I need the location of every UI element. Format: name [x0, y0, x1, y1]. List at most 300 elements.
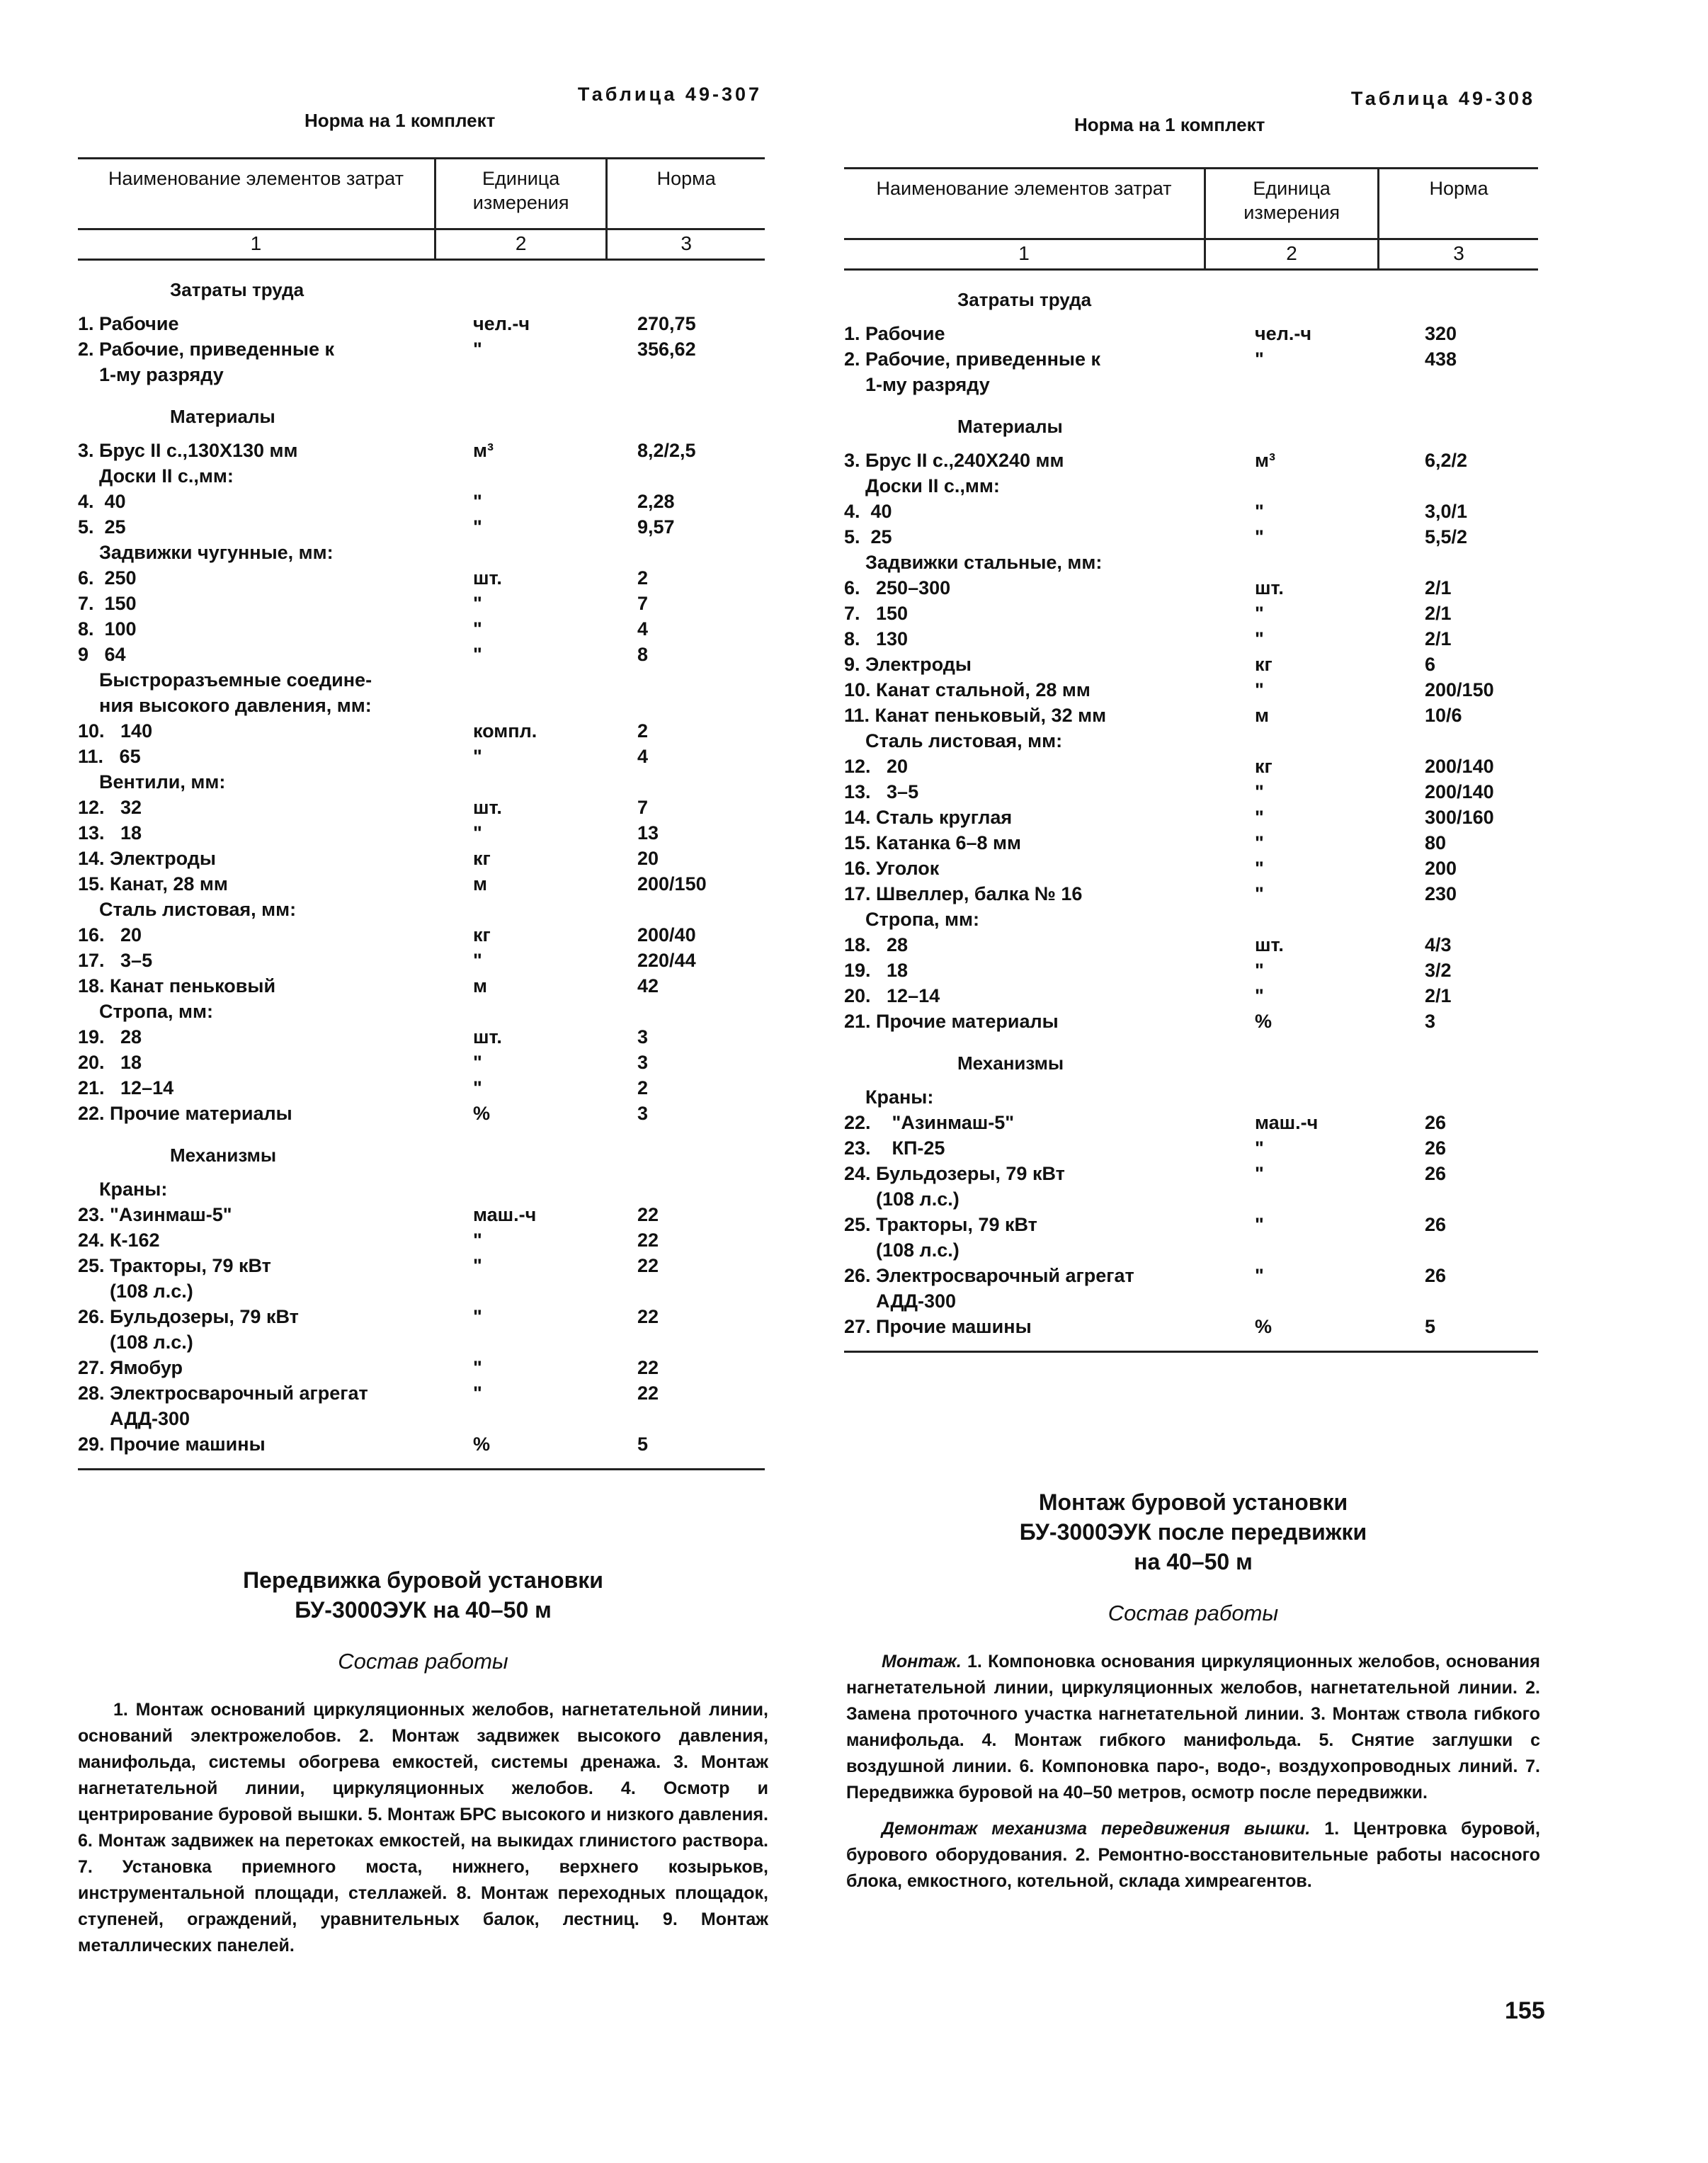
table-row	[844, 448, 1538, 473]
table-row	[844, 321, 1538, 346]
row-unit: "	[473, 1383, 482, 1404]
row-name: 9 64	[78, 644, 126, 665]
row-value: 6	[1425, 654, 1436, 675]
row-unit: шт.	[1255, 577, 1284, 598]
table-row	[844, 754, 1538, 779]
row-name: 17. Швеллер, балка № 16	[844, 883, 1083, 904]
row-value: 26	[1425, 1265, 1447, 1286]
row-value: 3	[637, 1026, 649, 1048]
work-paragraph: 1. Монтаж оснований циркуляционных желобов, нагнетательной линии, оснований электрожелобов. 2. Монтаж задвижек высокого давления, манифольда, системы обогрева емкостей, системы дренажа. 3. Монтаж нагнетательной линии, циркуляционных желобов. 4. Осмотр и центрирование буровой вышки. 5. Монтаж БРС высокого и низкого давления. 6. Монтаж задвижек на перетоках емкостей, на выкидах глинистого раствора. 7. Установка приемного моста, нижнего, верхнего козырьков, инструментальной площади, стеллажей. 8. Монтаж переходных площадок, ступеней, ограждений, уравнительных балок, лестниц. 9. Монтаж металлических панелей.	[78, 1700, 768, 1955]
section-title-line: Монтаж буровой установки	[1038, 1489, 1348, 1515]
row-value	[1340, 550, 1538, 575]
row-value: 2/1	[1425, 577, 1452, 598]
table-header	[78, 157, 765, 261]
row-unit: "	[1255, 1137, 1264, 1159]
row-unit: кг	[1255, 654, 1273, 675]
row-unit: "	[473, 339, 482, 360]
row-value: 7	[637, 797, 649, 818]
row-name: 5. 25	[78, 516, 126, 538]
table-row	[844, 830, 1538, 856]
row-value	[559, 540, 765, 565]
row-name: 12. 32	[78, 797, 142, 818]
page-number: 155	[1505, 1997, 1545, 2024]
table-row	[78, 1176, 765, 1202]
row-name: 22. Прочие материалы	[78, 1103, 292, 1124]
row-name: 9. Электроды	[844, 654, 972, 675]
row-value: 200/140	[1425, 781, 1494, 802]
table-row	[78, 336, 765, 387]
row-name: 11. Канат пеньковый, 32 мм	[844, 705, 1107, 726]
row-value: 2	[637, 1077, 649, 1098]
row-name: 27. Прочие машины	[844, 1316, 1032, 1337]
row-name: 25. Тракторы, 79 кВт (108 л.с.)	[844, 1214, 1037, 1261]
table-row	[844, 805, 1538, 830]
section-title-line: БУ-3000ЭУК на 40–50 м	[295, 1597, 552, 1623]
table-row	[844, 983, 1538, 1009]
row-unit: "	[1255, 628, 1264, 649]
row-unit: "	[473, 1255, 482, 1276]
row-value	[1340, 728, 1538, 754]
row-unit	[453, 1176, 559, 1202]
table-row	[78, 489, 765, 514]
col-number: 2	[435, 229, 607, 260]
row-unit: "	[1255, 603, 1264, 624]
table-row	[78, 795, 765, 820]
row-name: 3. Брус II с.,130X130 мм	[78, 440, 298, 461]
row-value	[559, 667, 765, 718]
table-row	[78, 922, 765, 948]
row-value: 2	[637, 720, 649, 742]
table-row	[844, 524, 1538, 550]
row-name: Сталь листовая, мм:	[78, 899, 297, 920]
row-unit: "	[473, 1052, 482, 1073]
row-value: 22	[637, 1306, 659, 1327]
row-name: 20. 12–14	[844, 985, 940, 1006]
col-number: 3	[607, 229, 765, 260]
row-value: 2/1	[1425, 985, 1452, 1006]
header-unit: Единица измерения	[435, 159, 607, 229]
col-number: 2	[1205, 239, 1379, 270]
table-row	[78, 1202, 765, 1227]
row-name: 27. Ямобур	[78, 1357, 183, 1378]
table-row	[844, 1009, 1538, 1034]
row-value: 6,2/2	[1425, 450, 1468, 471]
table-row	[78, 1380, 765, 1431]
table-row	[78, 718, 765, 744]
row-name: 10. 140	[78, 720, 153, 742]
col-number: 3	[1379, 239, 1538, 270]
table-row	[844, 779, 1538, 805]
row-value: 320	[1425, 323, 1457, 344]
row-name: Задвижки стальные, мм:	[844, 552, 1103, 573]
row-unit: "	[473, 746, 482, 767]
row-name: 19. 18	[844, 960, 909, 981]
work-paragraph	[846, 1816, 1540, 1895]
row-unit	[1226, 550, 1340, 575]
row-value: 220/44	[637, 950, 696, 971]
header-norm: Норма	[607, 159, 765, 229]
table-row	[844, 1314, 1538, 1339]
row-unit: компл.	[473, 720, 537, 742]
row-unit: "	[1255, 858, 1264, 879]
row-unit: "	[1255, 985, 1264, 1006]
table-body	[78, 279, 765, 1457]
row-value: 8,2/2,5	[637, 440, 696, 461]
section-title	[78, 1565, 768, 1625]
col-number: 1	[844, 239, 1205, 270]
table-row	[78, 667, 765, 718]
row-unit	[453, 999, 559, 1024]
row-unit	[453, 769, 559, 795]
row-name: 2. Рабочие, приведенные к 1-му разряду	[78, 339, 334, 385]
row-name: 20. 18	[78, 1052, 142, 1073]
row-name: 11. 65	[78, 746, 141, 767]
row-name: 22. "Азинмаш-5"	[844, 1112, 1015, 1133]
row-name: 17. 3–5	[78, 950, 153, 971]
table-bottom-rule	[78, 1468, 765, 1470]
row-unit	[453, 540, 559, 565]
table-row	[844, 1110, 1538, 1135]
row-value: 42	[637, 975, 659, 997]
row-unit: "	[1255, 1214, 1264, 1235]
row-name: 18. Канат пеньковый	[78, 975, 276, 997]
row-value: 2/1	[1425, 628, 1452, 649]
row-unit: шт.	[473, 567, 502, 589]
row-unit	[1226, 907, 1340, 932]
row-name: Краны:	[844, 1086, 934, 1108]
row-name: 14. Электроды	[78, 848, 216, 869]
table-row	[78, 999, 765, 1024]
table-row	[78, 642, 765, 667]
row-name: Задвижки чугунные, мм:	[78, 542, 334, 563]
col-number: 1	[78, 229, 435, 260]
work-description	[846, 1649, 1540, 1895]
table-row	[844, 652, 1538, 677]
work-description	[78, 1697, 768, 1959]
row-name: Сталь листовая, мм:	[844, 730, 1063, 751]
row-unit	[1226, 1084, 1340, 1110]
row-name: 1. Рабочие	[78, 313, 179, 334]
row-value: 2,28	[637, 491, 675, 512]
table-row	[78, 744, 765, 769]
row-value	[559, 1176, 765, 1202]
row-value: 5,5/2	[1425, 526, 1468, 547]
table-bottom-rule	[844, 1351, 1538, 1353]
row-value	[1340, 907, 1538, 932]
row-value	[559, 897, 765, 922]
row-unit: "	[1255, 1163, 1264, 1184]
table-row	[78, 1024, 765, 1050]
table-section-title: Материалы	[957, 416, 1063, 437]
table-section-title: Затраты труда	[170, 279, 304, 300]
row-name: 6. 250–300	[844, 577, 951, 598]
row-value: 3,0/1	[1425, 501, 1468, 522]
row-unit: "	[473, 1306, 482, 1327]
row-value: 3	[1425, 1011, 1436, 1032]
table-body	[844, 289, 1538, 1339]
row-name: 8. 130	[844, 628, 909, 649]
row-unit: "	[473, 950, 482, 971]
section-title-line: БУ-3000ЭУК после передвижки	[1019, 1519, 1367, 1545]
row-value: 10/6	[1425, 705, 1462, 726]
row-value: 356,62	[637, 339, 696, 360]
row-value: 9,57	[637, 516, 675, 538]
table-row	[78, 1075, 765, 1101]
paragraph-text: 1. Центровка буровой, бурового оборудования. 2. Ремонтно-восстановительные работы насосного блока, емкостного, котельной, склада химреагентов.	[846, 1819, 1540, 1891]
table-row	[844, 499, 1538, 524]
row-unit: маш.-ч	[1255, 1112, 1319, 1133]
table-row	[844, 1135, 1538, 1161]
row-name: 3. Брус II с.,240X240 мм	[844, 450, 1064, 471]
paragraph-text: 1. Компоновка основания циркуляционных желобов, основания нагнетательной линии, циркуляционных желобов, нагнетательной линии. 2. Замена проточного участка нагнетательной линии. 3. Монтаж ствола гибкого манифольда. 4. Монтаж гибкого манифольда. 5. Снятие заглушки с воздушной линии. 6. Компоновка паро-, водо-, воздухопроводных линий. 7. Передвижка буровой на 40–50 метров, осмотр после передвижки.	[846, 1652, 1540, 1802]
table-row	[78, 438, 765, 463]
table-row	[844, 907, 1538, 932]
row-unit: "	[1255, 832, 1264, 853]
row-unit: "	[473, 593, 482, 614]
row-unit: шт.	[1255, 934, 1284, 955]
row-name: Стропа, мм:	[78, 1001, 213, 1022]
row-unit: "	[473, 1077, 482, 1098]
norm-title: Норма на 1 комплект	[1074, 114, 1265, 135]
row-unit	[1226, 473, 1340, 499]
row-unit: "	[1255, 960, 1264, 981]
row-value: 5	[637, 1434, 649, 1455]
row-value	[559, 999, 765, 1024]
row-unit	[453, 897, 559, 922]
table-row	[844, 575, 1538, 601]
table-section-title: Механизмы	[170, 1145, 277, 1166]
table-row	[78, 311, 765, 336]
row-unit: "	[1255, 501, 1264, 522]
row-unit: %	[1255, 1011, 1273, 1032]
row-unit: "	[473, 1357, 482, 1378]
row-name: Доски II с.,мм:	[78, 465, 234, 487]
table-section-title: Материалы	[170, 406, 275, 427]
row-unit: шт.	[473, 1026, 502, 1048]
header-name: Наименование элементов затрат	[844, 169, 1205, 239]
row-unit: "	[473, 1230, 482, 1251]
row-unit: "	[1255, 781, 1264, 802]
row-value: 438	[1425, 348, 1457, 370]
row-value: 26	[1425, 1214, 1447, 1235]
row-name: 21. 12–14	[78, 1077, 174, 1098]
row-name: Стропа, мм:	[844, 909, 979, 930]
row-name: 15. Катанка 6–8 мм	[844, 832, 1021, 853]
row-value: 230	[1425, 883, 1457, 904]
row-unit: "	[1255, 679, 1264, 700]
row-value: 200/40	[637, 924, 696, 946]
row-unit: м	[473, 975, 487, 997]
table-number: Таблица 49-307	[577, 84, 762, 105]
table-row	[78, 1227, 765, 1253]
table-row	[78, 948, 765, 973]
table-row	[844, 550, 1538, 575]
table-row	[78, 820, 765, 846]
row-value: 200/150	[1425, 679, 1494, 700]
paragraph-label: Демонтаж механизма передвижения вышки.	[882, 1819, 1311, 1839]
row-value: 22	[637, 1383, 659, 1404]
row-name: 16. 20	[78, 924, 142, 946]
row-name: Краны:	[78, 1179, 168, 1200]
row-value: 200	[1425, 858, 1457, 879]
row-value: 26	[1425, 1163, 1447, 1184]
row-value: 4	[637, 618, 649, 640]
row-name: Быстроразъемные соедине- ния высокого давления, мм:	[99, 669, 372, 716]
table-row	[844, 1161, 1538, 1212]
table-row	[78, 1101, 765, 1126]
row-value	[559, 463, 765, 489]
table-row	[844, 1263, 1538, 1314]
table-row	[78, 1253, 765, 1304]
row-value: 270,75	[637, 313, 696, 334]
row-value: 2	[637, 567, 649, 589]
row-name: 23. КП-25	[844, 1137, 945, 1159]
row-unit: "	[1255, 807, 1264, 828]
row-name: 6. 250	[78, 567, 137, 589]
row-value: 8	[637, 644, 649, 665]
row-name: 5. 25	[844, 526, 892, 547]
table-row	[844, 703, 1538, 728]
row-value: 2/1	[1425, 603, 1452, 624]
row-value: 300/160	[1425, 807, 1494, 828]
row-value: 22	[637, 1230, 659, 1251]
row-unit: чел.-ч	[473, 313, 530, 334]
table-row	[78, 463, 765, 489]
row-unit: "	[1255, 348, 1264, 370]
row-name: 18. 28	[844, 934, 909, 955]
row-unit: маш.-ч	[473, 1204, 537, 1225]
table-row	[844, 728, 1538, 754]
row-unit: "	[1255, 883, 1264, 904]
row-value	[1340, 1084, 1538, 1110]
row-unit: "	[473, 618, 482, 640]
row-name: 26. Электросварочный агрегат АДД-300	[844, 1265, 1134, 1312]
row-name: 8. 100	[78, 618, 137, 640]
row-name: 4. 40	[78, 491, 126, 512]
row-value: 13	[637, 822, 659, 844]
row-name: 24. К-162	[78, 1230, 160, 1251]
row-unit: кг	[1255, 756, 1273, 777]
row-value: 3	[637, 1103, 649, 1124]
row-name: 10. Канат стальной, 28 мм	[844, 679, 1091, 700]
row-name: 19. 28	[78, 1026, 142, 1048]
row-value: 26	[1425, 1112, 1447, 1133]
row-value: 3/2	[1425, 960, 1452, 981]
row-unit: %	[1255, 1316, 1273, 1337]
row-name: 12. 20	[844, 756, 909, 777]
row-value: 22	[637, 1357, 659, 1378]
table-row	[844, 677, 1538, 703]
table-section-title: Механизмы	[957, 1052, 1064, 1074]
table-row	[844, 881, 1538, 907]
table-number: Таблица 49-308	[1350, 88, 1535, 109]
table-row	[78, 565, 765, 591]
table-row	[844, 473, 1538, 499]
table-row	[78, 1050, 765, 1075]
table-row	[844, 932, 1538, 958]
table-row	[844, 346, 1538, 397]
row-unit: "	[1255, 526, 1264, 547]
row-name: 29. Прочие машины	[78, 1434, 266, 1455]
section-subtitle: Состав работы	[1108, 1601, 1279, 1625]
table-row	[844, 958, 1538, 983]
table-row	[78, 1431, 765, 1457]
table-row	[78, 846, 765, 871]
row-unit: м	[473, 873, 487, 895]
row-value	[559, 769, 765, 795]
row-unit: м³	[1255, 450, 1275, 471]
row-name: 26. Бульдозеры, 79 кВт (108 л.с.)	[78, 1306, 299, 1353]
row-value: 200/140	[1425, 756, 1494, 777]
row-name: 13. 3–5	[844, 781, 919, 802]
row-unit: "	[1255, 1265, 1264, 1286]
norm-title: Норма на 1 комплект	[304, 110, 496, 131]
row-value: 4	[637, 746, 649, 767]
row-unit: шт.	[473, 797, 502, 818]
table-row	[78, 769, 765, 795]
work-paragraph	[846, 1649, 1540, 1806]
table-row	[844, 601, 1538, 626]
table-row	[78, 973, 765, 999]
table-row	[78, 616, 765, 642]
row-name: 15. Канат, 28 мм	[78, 873, 228, 895]
row-name: 13. 18	[78, 822, 142, 844]
row-name: 28. Электросварочный агрегат АДД-300	[78, 1383, 368, 1429]
row-value: 80	[1425, 832, 1447, 853]
row-name: 21. Прочие материалы	[844, 1011, 1059, 1032]
table-row	[844, 1212, 1538, 1263]
row-unit	[453, 463, 559, 489]
header-unit: Единица измерения	[1205, 169, 1379, 239]
row-name: 16. Уголок	[844, 858, 940, 879]
row-unit: %	[473, 1103, 491, 1124]
row-value: 5	[1425, 1316, 1436, 1337]
row-unit: "	[473, 491, 482, 512]
row-unit: %	[473, 1434, 491, 1455]
row-value: 200/150	[637, 873, 707, 895]
section-subtitle: Состав работы	[338, 1649, 508, 1674]
row-value: 3	[637, 1052, 649, 1073]
row-name: 7. 150	[844, 603, 909, 624]
row-name: 1. Рабочие	[844, 323, 945, 344]
row-value: 22	[637, 1204, 659, 1225]
row-name: 4. 40	[844, 501, 892, 522]
row-name: 23. "Азинмаш-5"	[78, 1204, 232, 1225]
row-value: 4/3	[1425, 934, 1452, 955]
left-work-section	[78, 1565, 768, 1969]
table-row	[78, 897, 765, 922]
section-title-line: на 40–50 м	[1134, 1549, 1253, 1574]
table-row	[844, 856, 1538, 881]
right-table-block	[844, 88, 1538, 1353]
row-unit	[1226, 728, 1340, 754]
row-unit: м³	[473, 440, 494, 461]
row-unit	[453, 667, 559, 718]
row-unit: кг	[473, 848, 491, 869]
row-unit: "	[473, 822, 482, 844]
row-value: 22	[637, 1255, 659, 1276]
row-name: Вентили, мм:	[78, 771, 226, 793]
row-name: 7. 150	[78, 593, 137, 614]
row-unit: кг	[473, 924, 491, 946]
row-unit: м	[1255, 705, 1269, 726]
header-name: Наименование элементов затрат	[78, 159, 435, 229]
table-row	[844, 626, 1538, 652]
row-name: 25. Тракторы, 79 кВт (108 л.с.)	[78, 1255, 271, 1302]
table-section-title: Затраты труда	[957, 289, 1092, 310]
right-work-section	[846, 1487, 1540, 1904]
row-unit: чел.-ч	[1255, 323, 1312, 344]
